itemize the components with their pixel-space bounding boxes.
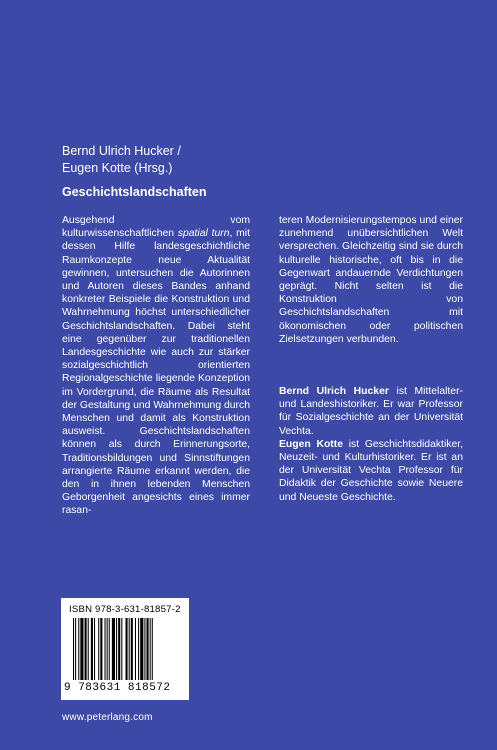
blurb-emphasis: spatial turn xyxy=(177,228,230,240)
editor-line-2: Eugen Kotte (Hrsg.) xyxy=(62,161,173,175)
editor-line-1: Bernd Ulrich Hucker / xyxy=(62,144,181,158)
barcode-icon xyxy=(73,618,185,680)
bio-name-1: Bernd Ulrich Hucker xyxy=(279,386,389,398)
blurb-text-continued: , mit dessen Hilfe landesgeschichtliche Raumkonzepte neue Aktualität gewinnen, untersuchen die Autorinnen und Autoren dieses Bandes anhand konkreter Beispiele die Konstruktion und Wahrnehmung höchst unterschiedlicher Geschichtslandschaften. Dabei steht eine gegenüber zur traditionellen Landesgeschichte wie auch zur stärker sozialgeschichtlich orientierten Regionalgeschichte liegende Konzeption im Vordergrund, die Räume als Resultat der Gestaltung und Wahrnehmung durch Menschen und damit als Konstruktion ausweist. Geschichtslandschaften können als durch Erinnerungsorte, Traditionsbildungen und Sinnstiftungen arrangierte Räume erkannt werden, die den in ihnen lebenden Menschen Geborgenheit angesichts eines immer rasan- xyxy=(62,228,250,517)
bio-text-1: ist Mittelalter- und Landeshistoriker. Er war Professor für Sozialgeschichte an der Universität Vechta. xyxy=(279,386,463,437)
barcode-digits: 9 783631 818572 xyxy=(64,682,171,694)
editors xyxy=(62,143,442,177)
isbn-label: ISBN 978-3-631-81857-2 xyxy=(69,604,181,615)
publisher-website[interactable]: www.peterlang.com xyxy=(62,712,153,723)
blurb-text-start: Ausgehend vom kulturwissenschaftlichen xyxy=(62,215,250,240)
book-title: Geschichtslandschaften xyxy=(62,185,207,199)
blurb-right-column xyxy=(279,214,463,504)
blurb-text-end: teren Modernisierungstempos und einer zunehmend unübersichtlichen Welt versprechen. Gleichzeitig sind sie durch kulturelle historische, oft bis in die Gegenwart andauernde Verdichtungen geprägt. Nicht selten ist die Konstruktion von Geschichtslandschaften mit ökonomischen oder politischen Zielsetzungen verbunden. xyxy=(279,215,463,345)
blurb-left-column xyxy=(62,214,250,518)
top-band xyxy=(0,0,497,128)
editor-bios xyxy=(279,385,463,504)
cover-header xyxy=(62,143,442,201)
barcode-box xyxy=(61,598,189,700)
bio-name-2: Eugen Kotte xyxy=(279,438,344,450)
bio-text-2: ist Geschichtsdidaktiker, Neuzeit- und Kulturhistoriker. Er ist an der Universität Vechta Professor für Didaktik der Geschichte sowie Neuere und Neueste Geschichte. xyxy=(279,438,464,503)
